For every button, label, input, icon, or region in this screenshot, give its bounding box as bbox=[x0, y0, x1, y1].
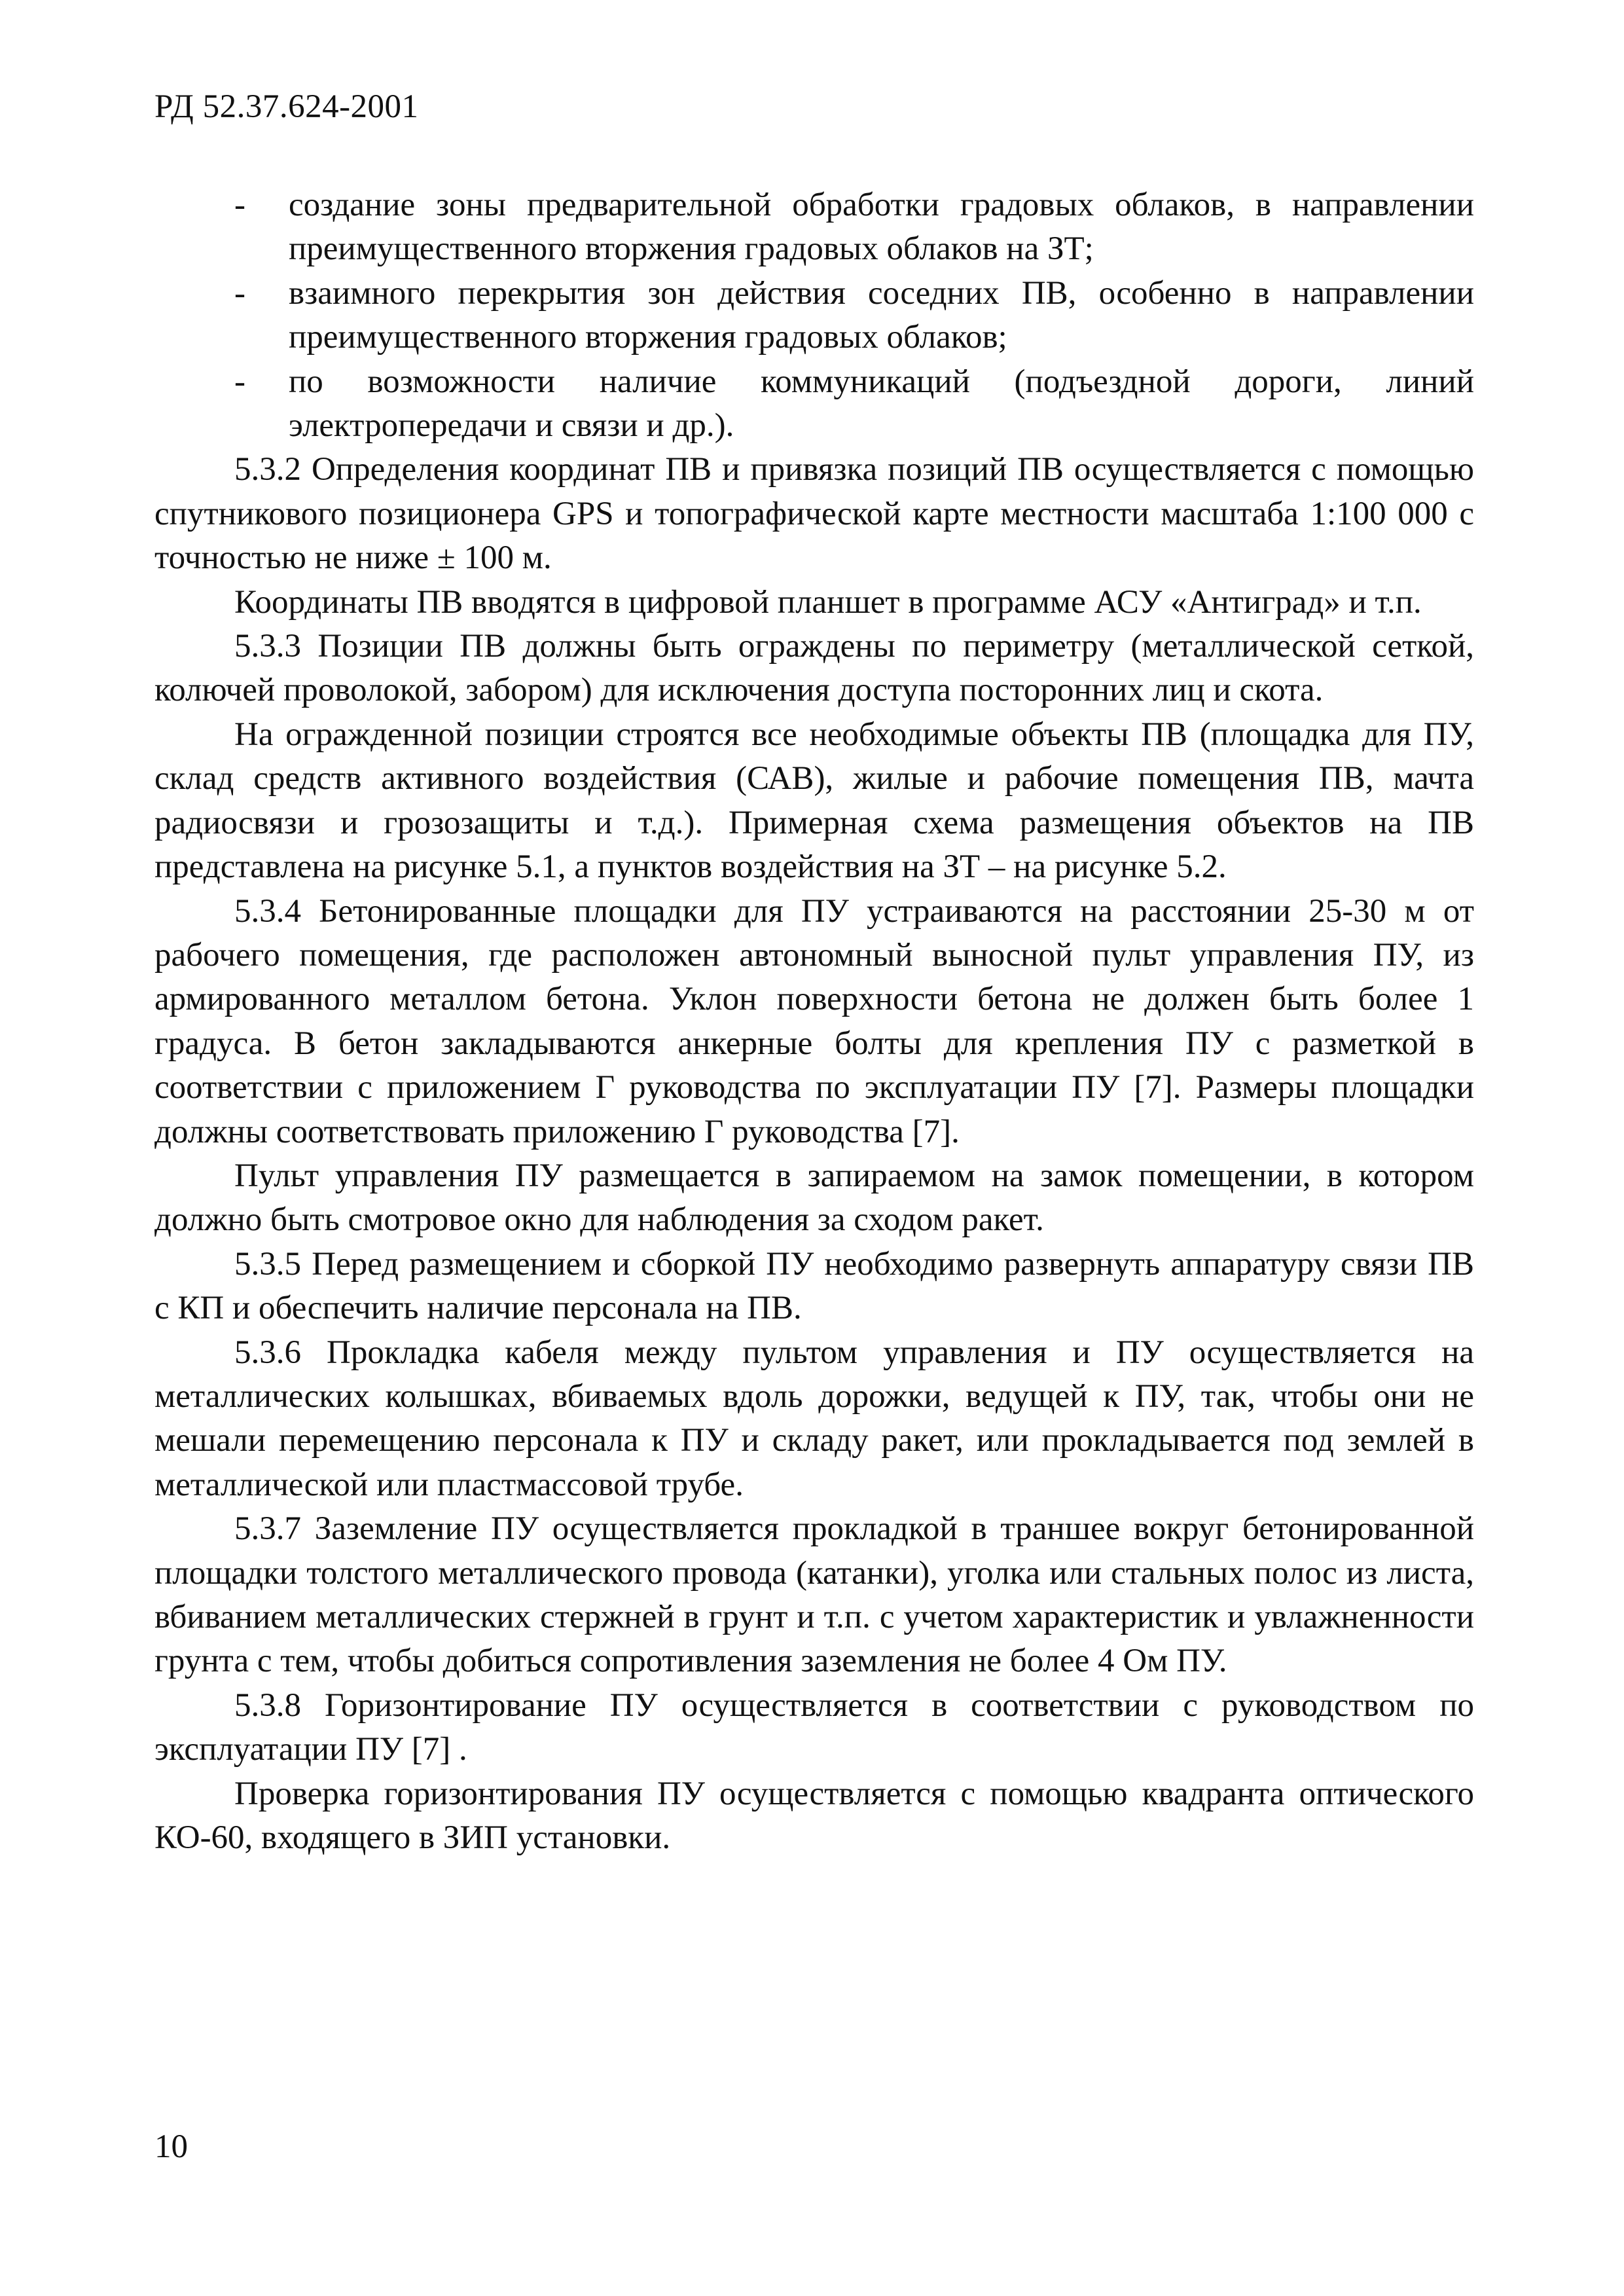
paragraph-5-3-4: 5.3.4 Бетонированные площадки для ПУ устраиваются на расстоянии 25-30 м от рабочего помещения, где расположен автономный выносной пульт управления ПУ, из армированного металлом бетона. Уклон поверхности бетона не должен быть более 1 градуса. В бетон закладываются анкерные болты для крепления ПУ с разметкой в соответствии с приложением Г руководства по эксплуатации ПУ [7]. Размеры площадки должны соответствовать приложению Г руководства [7]. bbox=[154, 892, 1474, 1150]
page-number: 10 bbox=[154, 2128, 188, 2165]
paragraph-5-3-7: 5.3.7 Заземление ПУ осуществляется прокладкой в траншее вокруг бетонированной площадки толстого металлического провода (катанки), уголка или стальных полос из листа, вбиванием металлических стержней в грунт и т.п. с учетом характеристик и увлажненности грунта с тем, чтобы добиться сопротивления заземления не более 4 Ом ПУ. bbox=[154, 1510, 1474, 1680]
bullet-item bbox=[154, 272, 1474, 360]
bullet-text: по возможности наличие коммуникаций (подъездной дороги, линий электропередачи и связи и др.). bbox=[289, 363, 1474, 445]
paragraph-5-3-5: 5.3.5 Перед размещением и сборкой ПУ необходимо развернуть аппаратуру связи ПВ с КП и обеспечить наличие персонала на ПВ. bbox=[154, 1245, 1474, 1327]
page-body bbox=[154, 183, 1474, 1860]
paragraph-control-panel: Пульт управления ПУ размещается в запираемом на замок помещении, в котором должно быть смотровое окно для наблюдения за сходом ракет. bbox=[154, 1157, 1474, 1239]
paragraph-5-3-2: 5.3.2 Определения координат ПВ и привязка позиций ПВ осуществляется с помощью спутникового позиционера GPS и топографической карте местности масштаба 1:100 000 с точностью не ниже ± 100 м. bbox=[154, 451, 1474, 577]
bullet-dash: - bbox=[234, 274, 245, 312]
bullet-item bbox=[154, 360, 1474, 448]
paragraph-5-3-6: 5.3.6 Прокладка кабеля между пультом управления и ПУ осуществляется на металлических колышках, вбиваемых вдоль дорожки, ведущей к ПУ, так, чтобы они не мешали перемещению персонала к ПУ и складу ракет, или прокладывается под землей в металлической или пластмассовой трубе. bbox=[154, 1334, 1474, 1503]
paragraph-leveling-check: Проверка горизонтирования ПУ осуществляется с помощью квадранта оптического КО-60, входящего в ЗИП установки. bbox=[154, 1775, 1474, 1857]
paragraph-5-3-8: 5.3.8 Горизонтирование ПУ осуществляется в соответствии с руководством по эксплуатации ПУ [7] . bbox=[154, 1686, 1474, 1768]
paragraph-fenced-position: На огражденной позиции строятся все необходимые объекты ПВ (площадка для ПУ, склад средств активного воздействия (САВ), жилые и рабочие помещения ПВ, мачта радиосвязи и грозозащиты и т.д.). Примерная схема размещения объектов на ПВ представлена на рисунке 5.1, а пунктов воздействия на ЗТ – на рисунке 5.2. bbox=[154, 716, 1474, 886]
bullet-dash: - bbox=[234, 363, 245, 400]
paragraph-coordinates: Координаты ПВ вводятся в цифровой планшет в программе АСУ «Антиград» и т.п. bbox=[234, 583, 1422, 621]
document-code: РД 52.37.624-2001 bbox=[154, 88, 419, 125]
bullet-text: создание зоны предварительной обработки градовых облаков, в направлении преимущественного вторжения градовых облаков на ЗТ; bbox=[289, 187, 1474, 268]
bullet-item bbox=[154, 183, 1474, 272]
paragraph-5-3-3: 5.3.3 Позиции ПВ должны быть ограждены по периметру (металлической сеткой, колючей проволокой, забором) для исключения доступа посторонних лиц и скота. bbox=[154, 628, 1474, 709]
bullet-dash: - bbox=[234, 187, 245, 223]
bullet-text: взаимного перекрытия зон действия соседних ПВ, особенно в направлении преимущественного вторжения градовых облаков; bbox=[289, 274, 1474, 356]
